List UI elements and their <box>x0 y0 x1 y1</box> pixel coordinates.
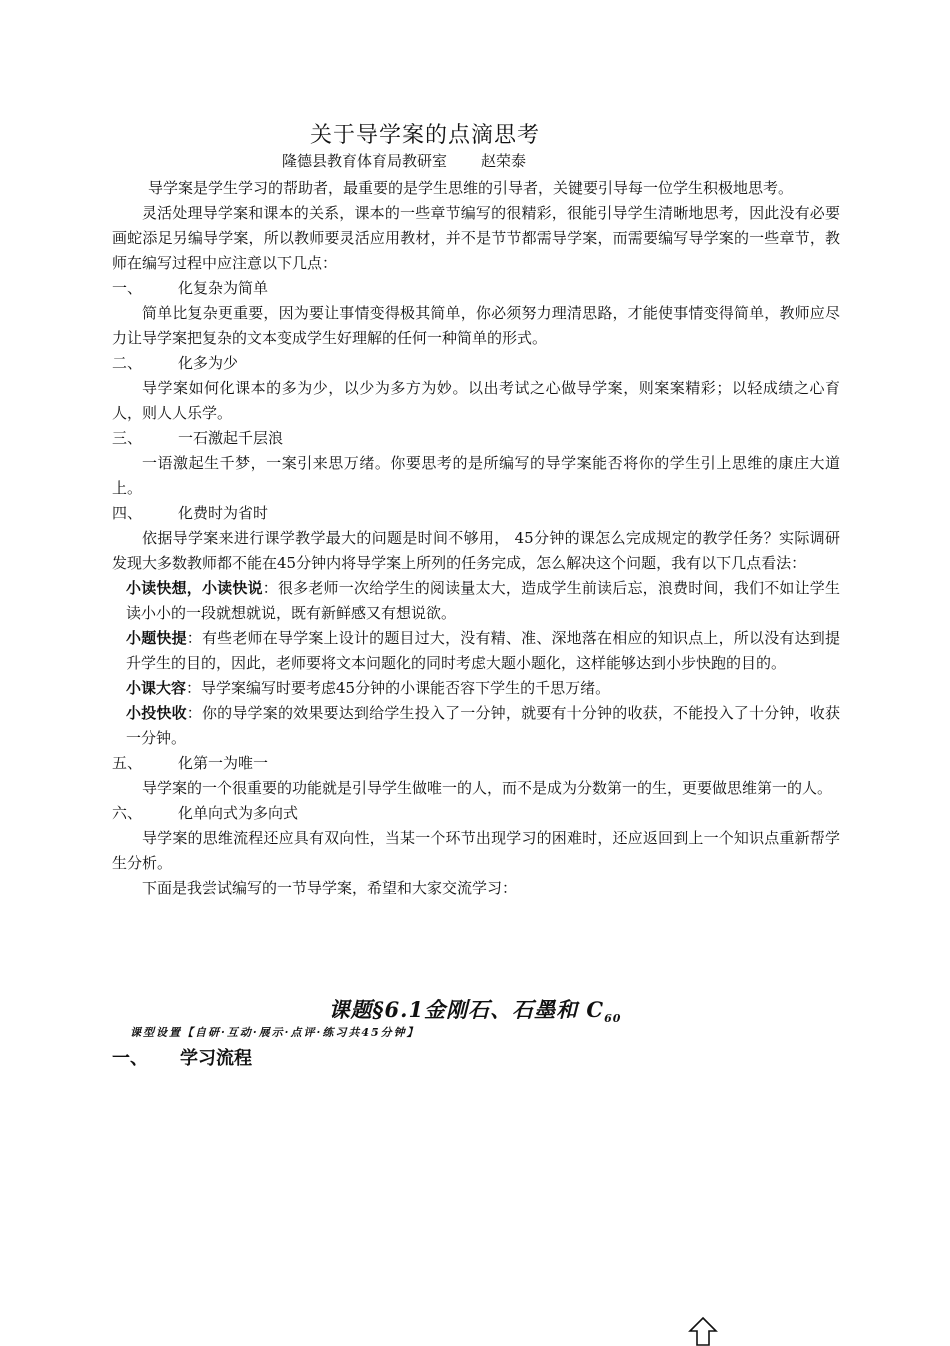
section-text: 导学案的一个很重要的功能就是引导学生做唯一的人，而不是成为分数第一的生，更要做思维第一的人。 <box>142 779 833 797</box>
section-text: 导学案如何化课本的多为少，以少为多方为妙。以出考试之心做导学案，则案案精彩；以轻成绩之心育人，则人人乐学。 <box>112 379 840 422</box>
lesson-title-text: 课题§6.1金刚石、石墨和 C <box>328 997 605 1022</box>
author-name: 赵荣泰 <box>481 152 527 170</box>
tip-1 <box>112 576 840 626</box>
tip-label: 小课大容 <box>126 679 187 697</box>
section-3 <box>112 426 840 501</box>
document-body <box>112 176 840 901</box>
tip-2 <box>112 626 840 676</box>
paragraph-1: 灵活处理导学案和课本的关系，课本的一些章节编写的很精彩，很能引导学生清晰地思考，因此没有必要画蛇添足另编导学案，所以教师要灵活应用教材，并不是节节都需导学案，而需要编写导学案的一些章节，教师在编写过程中应注意以下几点： <box>112 204 840 272</box>
section-title: 化单向式为多向式 <box>178 804 299 822</box>
section-number: 三、 <box>112 429 143 447</box>
tip-label: 小题快提 <box>126 629 187 647</box>
section-title: 化多为少 <box>178 354 239 372</box>
section-title: 一石激起千层浪 <box>178 429 284 447</box>
section-text: 依据导学案来进行课学教学最大的问题是时间不够用， 45分钟的课怎么完成规定的教学任务？实际调研发现大多数教师都不能在45分钟内将导学案上所列的任务完成，怎么解决这个问题，我有以下几点看法： <box>112 529 840 572</box>
author-organization: 隆德县教育体育局教研室 <box>282 152 448 170</box>
section-5 <box>112 751 840 801</box>
section-1 <box>112 276 840 351</box>
section-number: 二、 <box>112 354 143 372</box>
section-text: 导学案的思维流程还应具有双向性，当某一个环节出现学习的困难时，还应返回到上一个知识点重新帮学生分析。 <box>112 829 840 872</box>
section-number: 六、 <box>112 804 143 822</box>
section-heading <box>112 351 840 376</box>
section-number: 一、 <box>112 279 143 297</box>
tip-4 <box>112 701 840 751</box>
section-number: 五、 <box>112 754 143 772</box>
section-6 <box>112 801 840 876</box>
section-2 <box>112 351 840 426</box>
section-number: 一、 <box>112 1048 148 1069</box>
course-type: 课型设置【自研·互动·展示·点评·练习共45分钟】 <box>130 1026 420 1039</box>
section-heading-learning-flow <box>112 1044 252 1070</box>
section-title: 化费时为省时 <box>178 504 269 522</box>
author-line <box>282 150 526 171</box>
section-text: 简单比复杂更重要，因为要让事情变得极其简单，你必须努力理清思路，才能使事情变得简单，教师应尽力让导学案把复杂的文本变成学生好理解的任何一种简单的形式。 <box>112 304 840 347</box>
document-title: 关于导学案的点滴思考 <box>309 123 540 148</box>
up-arrow-icon <box>686 1316 720 1346</box>
tip-label: 小读快想，小读快说 <box>126 579 263 597</box>
section-title: 学习流程 <box>180 1048 252 1069</box>
tip-text: ：导学案编写时要考虑45分钟的小课能否容下学生的千思万绪。 <box>186 679 611 697</box>
section-title: 化第一为唯一 <box>178 754 269 772</box>
tip-text: ：很多老师一次给学生的阅读量太大，造成学生前读后忘，浪费时间，我们不如让学生读小小的一段就想就说，既有新鲜感又有想说欲。 <box>126 579 840 622</box>
section-number: 四、 <box>112 504 143 522</box>
tip-label: 小投快收 <box>126 704 187 722</box>
tip-3 <box>112 676 840 701</box>
lesson-title <box>0 994 950 1025</box>
section-title: 化复杂为简单 <box>178 279 269 297</box>
tip-text: ：有些老师在导学案上设计的题目过大，没有精、准、深地落在相应的知识点上，所以没有达到提升学生的目的，因此，老师要将文本问题化的同时考虑大题小题化，这样能够达到小步快跑的目的。 <box>126 629 840 672</box>
section-4 <box>112 501 840 576</box>
section-heading <box>112 801 840 826</box>
intro-paragraph: 导学案是学生学习的帮助者，最重要的是学生思维的引导者，关键要引导每一位学生积极地思考。 <box>148 179 794 197</box>
section-heading <box>112 276 840 301</box>
closing-paragraph: 下面是我尝试编写的一节导学案，希望和大家交流学习： <box>142 879 518 897</box>
section-heading <box>112 751 840 776</box>
section-heading <box>112 501 840 526</box>
section-heading <box>112 426 840 451</box>
lesson-title-subscript: 60 <box>604 1012 622 1026</box>
section-text: 一语激起生千梦，一案引来思万绪。你要思考的是所编写的导学案能否将你的学生引上思维的康庄大道上。 <box>112 454 840 497</box>
tip-text: ：你的导学案的效果要达到给学生投入了一分钟，就要有十分钟的收获，不能投入了十分钟，收获一分钟。 <box>126 704 840 747</box>
